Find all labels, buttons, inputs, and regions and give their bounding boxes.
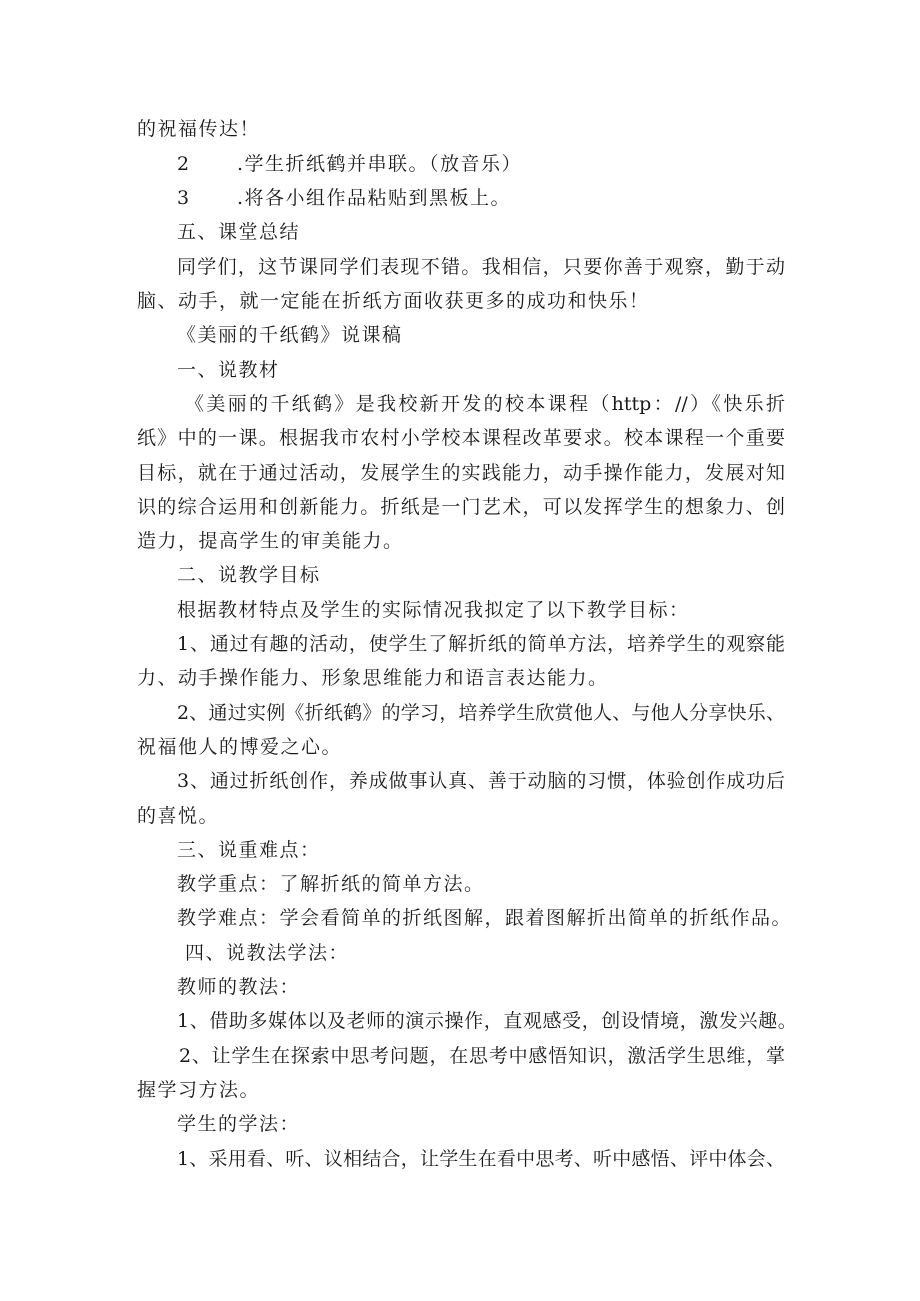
paragraph-line: 造力，提高学生的审美能力。: [137, 530, 404, 552]
section-heading: 五、课堂总结: [177, 221, 301, 243]
list-item: [177, 185, 511, 211]
section-heading: 三、说重难点：: [177, 839, 321, 861]
list-number: 3: [177, 187, 191, 209]
section-heading: 二、说教学目标: [177, 564, 321, 586]
paragraph-line: 教学重点：了解折纸的简单方法。: [177, 873, 485, 895]
paragraph-line: 1、通过有趣的活动，使学生了解折纸的简单方法，培养学生的观察能: [177, 633, 785, 655]
text-line: 的祝福传达！: [137, 118, 261, 140]
paragraph-line: 2、让学生在探索中思考问题，在思考中感悟知识，激活学生思维，掌: [179, 1045, 785, 1067]
paragraph-line: 同学们，这节课同学们表现不错。我相信，只要你善于观察，勤于动: [177, 256, 785, 278]
list-number: 2: [177, 153, 191, 175]
paragraph-line: 握学习方法。: [137, 1079, 261, 1101]
paragraph-line: 纸》中的一课。根据我市农村小学校本课程改革要求。校本课程一个重要: [137, 427, 785, 449]
section-heading: 一、说教材: [177, 359, 280, 381]
list-item: [177, 151, 522, 177]
list-text: .学生折纸鹤并串联。（放音乐）: [237, 153, 523, 175]
paragraph-line: 教学难点：学会看简单的折纸图解，跟着图解折出简单的折纸作品。: [177, 907, 793, 929]
paragraph-line: 的喜悦。: [137, 805, 220, 827]
paragraph-line: 力、动手操作能力、形象思维能力和语言表达能力。: [137, 667, 609, 689]
section-heading: 四、说教法学法：: [185, 942, 350, 964]
subheading: 教师的教法：: [177, 976, 301, 998]
paragraph-line: 2、通过实例《折纸鹤》的学习，培养学生欣赏他人、与他人分享快乐、: [177, 702, 785, 724]
document-title: 《美丽的千纸鹤》说课稿: [177, 324, 403, 346]
paragraph-line: 根据教材特点及学生的实际情况我拟定了以下教学目标：: [177, 599, 690, 621]
paragraph-line: 1、采用看、听、议相结合，让学生在看中思考、听中感悟、评中体会、: [177, 1148, 785, 1170]
paragraph-line: 祝福他人的博爱之心。: [137, 736, 343, 758]
subheading: 学生的学法：: [177, 1113, 301, 1135]
paragraph-line: 《美丽的千纸鹤》是我校新开发的校本课程（http：//）《快乐折: [185, 393, 785, 415]
paragraph-line: 3、通过折纸创作，养成做事认真、善于动脑的习惯，体验创作成功后: [177, 770, 785, 792]
list-text: .将各小组作品粘贴到黑板上。: [237, 187, 512, 209]
paragraph-line: 识的综合运用和创新能力。折纸是一门艺术，可以发挥学生的想象力、创: [137, 496, 785, 518]
paragraph-line: 1、借助多媒体以及老师的演示操作，直观感受，创设情境，激发兴趣。: [177, 1010, 798, 1032]
paragraph-line: 脑、动手，就一定能在折纸方面收获更多的成功和快乐！: [137, 290, 650, 312]
paragraph-line: 目标，就在于通过活动，发展学生的实践能力，动手操作能力，发展对知: [137, 462, 785, 484]
